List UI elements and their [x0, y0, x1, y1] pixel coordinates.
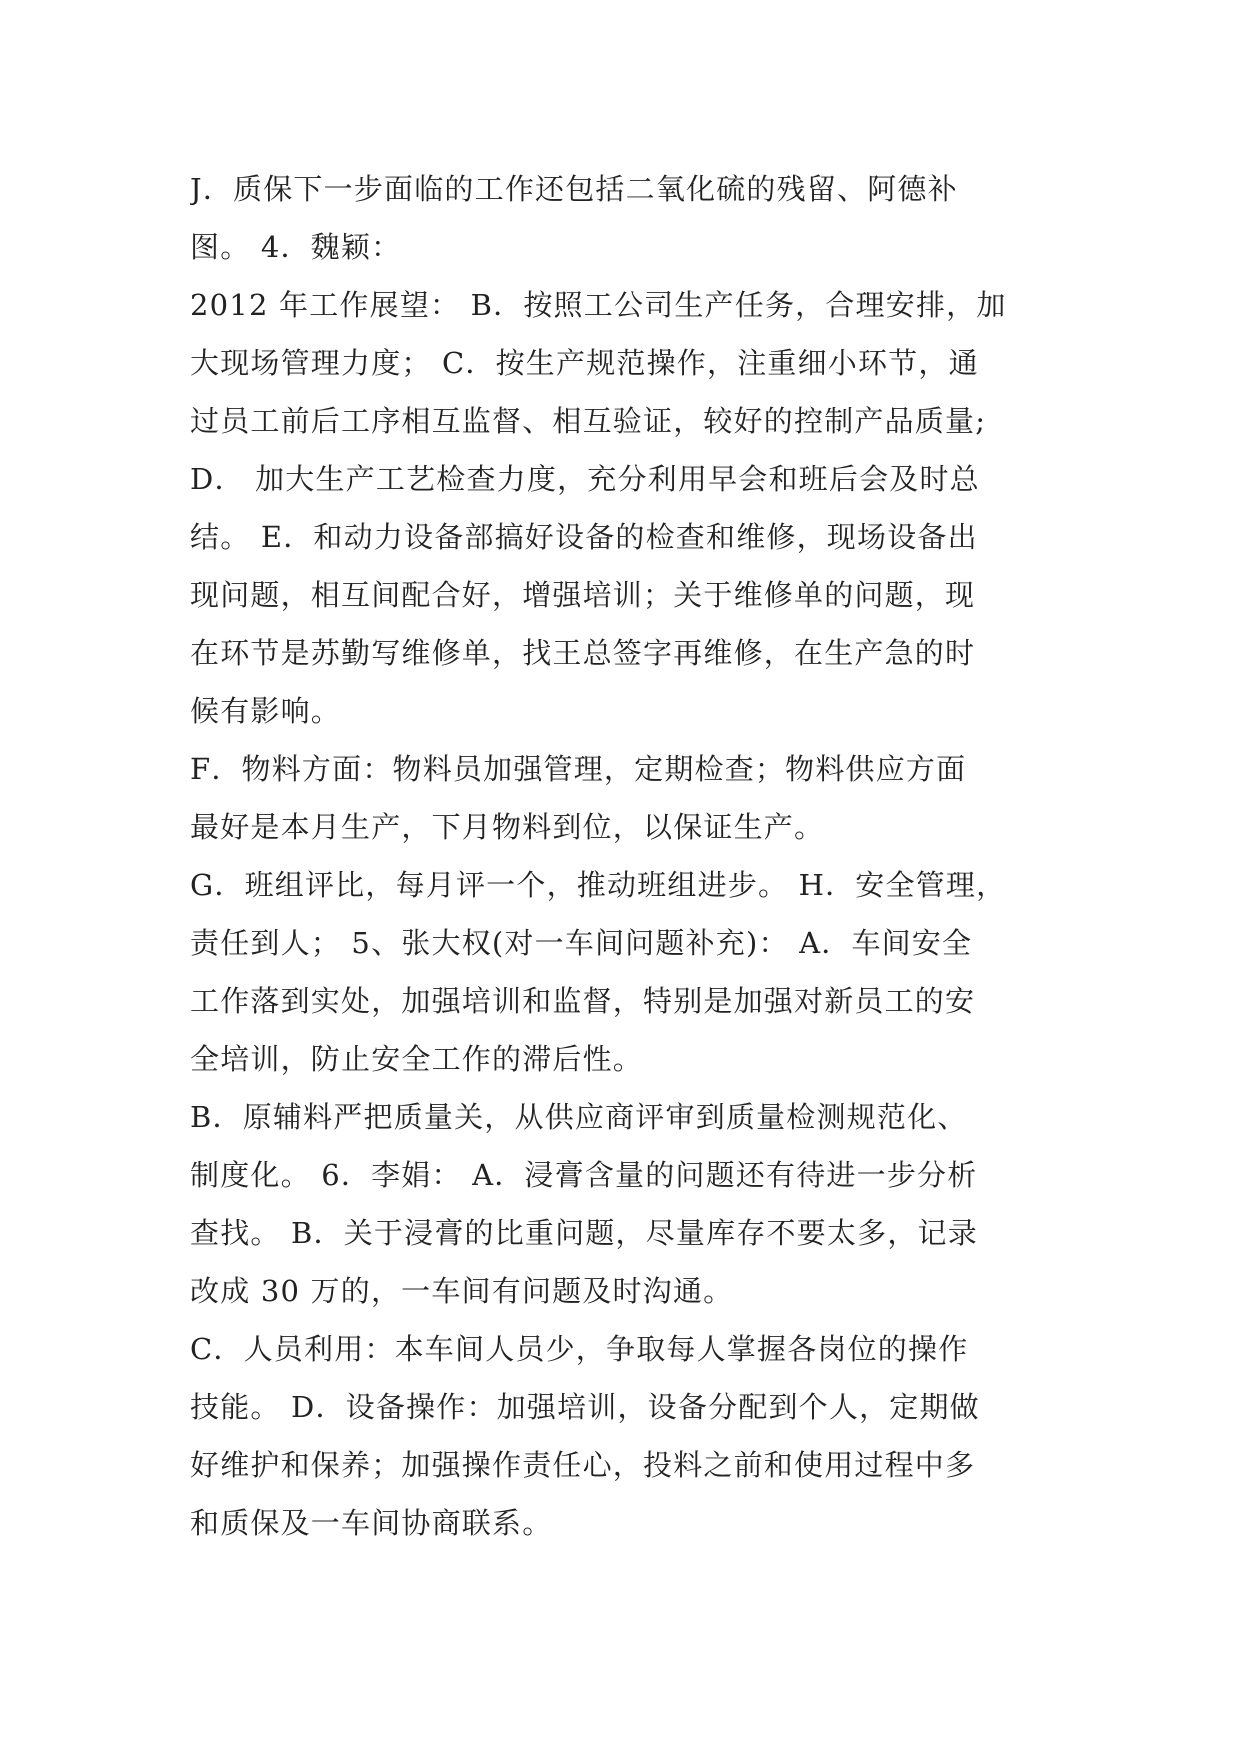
- text-line: G．班组评比，每月评一个，推动班组进步。 H．安全管理，: [190, 868, 1007, 902]
- text-line: F．物料方面：物料员加强管理，定期检查；物料供应方面: [190, 752, 967, 786]
- text-line: 制度化。 6．李娟： A．浸膏含量的问题还有待进一步分析: [190, 1158, 978, 1192]
- text-line: J．质保下一步面临的工作还包括二氧化硫的残留、阿德补: [190, 172, 958, 206]
- text-line: 现问题，相互间配合好，增强培训；关于维修单的问题，现: [190, 578, 976, 612]
- text-line: 2012 年工作展望： B．按照工公司生产任务，合理安排，加: [190, 288, 1007, 322]
- text-line: 在环节是苏勤写维修单，找王总签字再维修，在生产急的时: [190, 636, 976, 670]
- text-line: C．人员利用：本车间人员少，争取每人掌握各岗位的操作: [190, 1332, 969, 1366]
- text-line: 全培训，防止安全工作的滞后性。: [190, 1042, 644, 1076]
- text-line: 大现场管理力度； C．按生产规范操作，注重细小环节，通: [190, 346, 979, 380]
- text-line: 和质保及一车间协商联系。: [190, 1506, 553, 1540]
- text-line: 工作落到实处，加强培训和监督，特别是加强对新员工的安: [190, 984, 976, 1018]
- text-line: 责任到人； 5、张大权(对一车间问题补充)： A．车间安全: [190, 926, 973, 960]
- text-line: 结。 E．和动力设备部搞好设备的检查和维修，现场设备出: [190, 520, 978, 554]
- text-line: 候有影响。: [190, 694, 342, 728]
- text-line: 改成 30 万的，一车间有问题及时沟通。: [190, 1274, 734, 1308]
- text-line: B．原辅料严把质量关，从供应商评审到质量检测规范化、: [190, 1100, 968, 1134]
- text-line: 图。 4．魏颖：: [190, 230, 402, 264]
- text-line: 好维护和保养；加强操作责任心，投料之前和使用过程中多: [190, 1448, 976, 1482]
- text-line: D． 加大生产工艺检查力度，充分利用早会和班后会及时总: [190, 462, 980, 496]
- text-line: 过员工前后工序相互监督、相互验证，较好的控制产品质量;: [190, 404, 987, 438]
- body-text: [190, 160, 1070, 1552]
- text-line: 技能。 D．设备操作：加强培训，设备分配到个人，定期做: [190, 1390, 980, 1424]
- text-line: 查找。 B．关于浸膏的比重问题，尽量库存不要太多，记录: [190, 1216, 978, 1250]
- text-line: 最好是本月生产，下月物料到位，以保证生产。: [190, 810, 825, 844]
